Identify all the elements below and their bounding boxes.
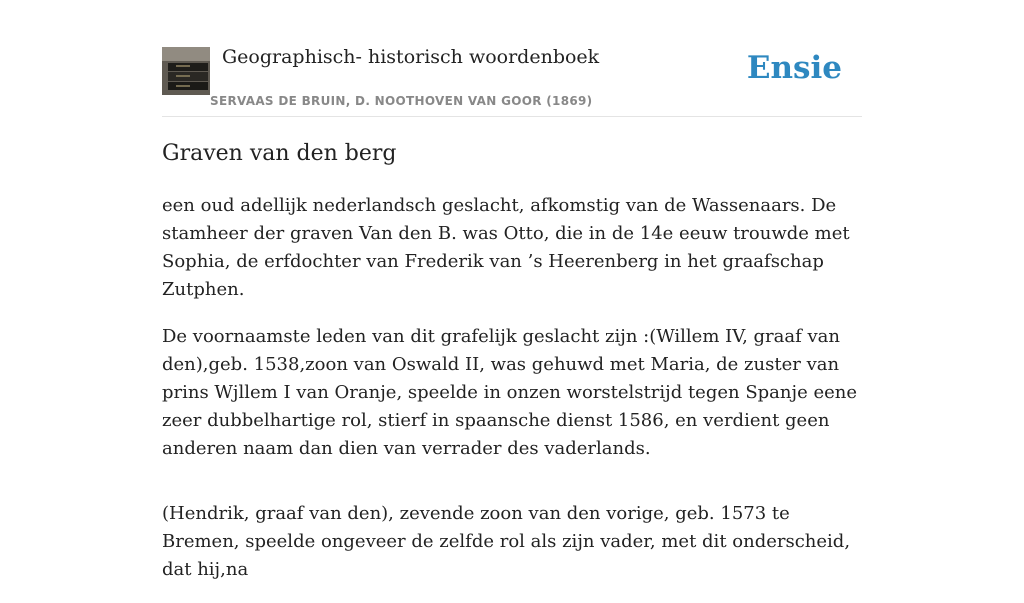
header (162, 46, 862, 117)
book-title[interactable]: Geographisch- historisch woordenboek (222, 46, 600, 68)
entry-title: Graven van den berg (162, 141, 397, 166)
book-avatar[interactable] (162, 47, 210, 95)
entry-content (162, 192, 862, 603)
book-authors: SERVAAS DE BRUIN, D. NOOTHOVEN VAN GOOR (1869) (210, 94, 593, 108)
entry-paragraph: (Hendrik, graaf van den), zevende zoon van den vorige, geb. 1573 te Bremen, speelde ongeveer de zelfde rol als zijn vader, met dit onderscheid, dat hij,na (162, 503, 851, 580)
ensie-logo[interactable]: Ensie (746, 50, 842, 86)
entry-paragraph: De voornaamste leden van dit grafelijk geslacht zijn :(Willem IV, graaf van den),geb. 1538,zoon van Oswald II, was gehuwd met Maria, de zuster van prins Wjllem I van Oranje, speelde in onzen worstelstrijd tegen Spanje eene zeer dubbelhartige rol, stierf in spaansche dienst 1586, en verdient geen anderen naam dan dien van verrader des vaderlands. (162, 326, 857, 459)
book-cover-icon (162, 47, 210, 95)
entry-paragraph: een oud adellijk nederlandsch geslacht, afkomstig van de Wassenaars. De stamheer der graven Van den B. was Otto, die in de 14e eeuw trouwde met Sophia, de erfdochter van Frederik van ’s Heerenberg in het graafschap Zutphen. (162, 195, 850, 300)
